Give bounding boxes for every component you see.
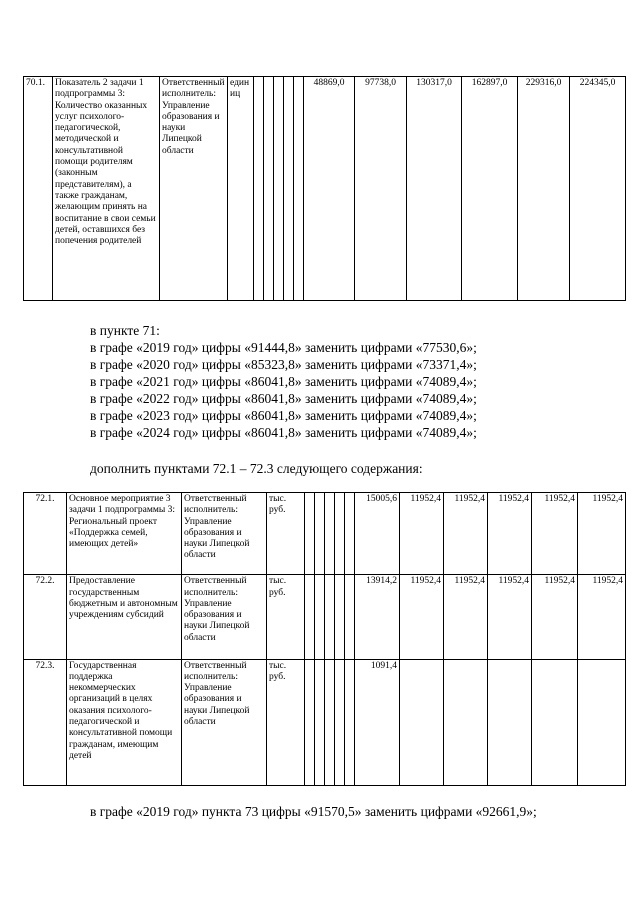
value-cell: 97738,0 (355, 77, 407, 301)
table-row (24, 77, 626, 301)
value-cell: 48869,0 (304, 77, 355, 301)
row-responsible: Ответственный исполнитель: Управление образования и науки Липецкой области (182, 493, 267, 575)
supplement-intro: дополнить пунктами 72.1 – 72.3 следующего содержания: (90, 461, 423, 476)
value-cell (532, 659, 578, 785)
measures-table (23, 492, 626, 786)
value-cell: 11952,4 (400, 493, 444, 575)
value-cell: 162897,0 (462, 77, 518, 301)
empty-cell (345, 575, 355, 659)
value-cell: 11952,4 (578, 493, 626, 575)
empty-cell (254, 77, 264, 301)
change-line: в графе «2020 год» цифры «85323,8» заменить цифрами «73371,4»; (90, 357, 477, 372)
value-cell: 13914,2 (355, 575, 400, 659)
empty-cell (264, 77, 274, 301)
value-cell: 229316,0 (518, 77, 570, 301)
row-responsible: Ответственный исполнитель: Управление образования и науки Липецкой области (182, 659, 267, 785)
value-cell: 11952,4 (532, 575, 578, 659)
empty-cell (315, 493, 325, 575)
row-name: Показатель 2 задачи 1 подпрограммы 3: Количество оказанных услуг психолого-педагогической, методической и консультативной помощи родителям (законным представителям), а также гражданам, желающим принять на воспитание в свои семьи детей, оставшихся без попечения родителей (53, 77, 160, 301)
change-line: в графе «2022 год» цифры «86041,8» заменить цифрами «74089,4»; (90, 391, 477, 406)
value-cell: 11952,4 (488, 575, 532, 659)
row-name: Основное мероприятие 3 задачи 1 подпрограммы 3: Региональный проект «Поддержка семей, имеющих детей» (67, 493, 182, 575)
row-number: 72.2. (24, 575, 67, 659)
change-line: в графе «2023 год» цифры «86041,8» заменить цифрами «74089,4»; (90, 408, 477, 423)
value-cell: 130317,0 (407, 77, 462, 301)
empty-cell (305, 659, 315, 785)
empty-cell (294, 77, 304, 301)
row-name: Государственная поддержка некоммерческих организаций в целях оказания психолого-педагогической и консультативной помощи гражданам, имеющим детей (67, 659, 182, 785)
row-responsible: Ответственный исполнитель: Управление образования и науки Липецкой области (160, 77, 228, 301)
table-row (24, 659, 626, 785)
value-cell (444, 659, 488, 785)
row-responsible: Ответственный исполнитель: Управление образования и науки Липецкой области (182, 575, 267, 659)
row-unit: единиц (228, 77, 254, 301)
item-73-change: в графе «2019 год» пункта 73 цифры «91570,5» заменить цифрами «92661,9»; (90, 804, 537, 819)
row-unit: тыс. руб. (267, 493, 305, 575)
value-cell (578, 659, 626, 785)
row-unit: тыс. руб. (267, 575, 305, 659)
table-row (24, 575, 626, 659)
value-cell: 11952,4 (444, 575, 488, 659)
value-cell (400, 659, 444, 785)
table-row (24, 493, 626, 575)
value-cell: 11952,4 (400, 575, 444, 659)
empty-cell (345, 493, 355, 575)
indicator-table (23, 76, 626, 301)
empty-cell (305, 575, 315, 659)
change-line: в графе «2019 год» цифры «91444,8» заменить цифрами «77530,6»; (90, 340, 477, 355)
change-line: в графе «2024 год» цифры «86041,8» заменить цифрами «74089,4»; (90, 425, 477, 440)
empty-cell (315, 575, 325, 659)
row-number: 72.1. (24, 493, 67, 575)
empty-cell (315, 659, 325, 785)
row-number: 72.3. (24, 659, 67, 785)
empty-cell (284, 77, 294, 301)
empty-cell (305, 493, 315, 575)
value-cell: 224345,0 (570, 77, 626, 301)
empty-cell (335, 493, 345, 575)
changes-intro: в пункте 71: (90, 323, 160, 338)
empty-cell (274, 77, 284, 301)
empty-cell (325, 575, 335, 659)
empty-cell (335, 659, 345, 785)
value-cell: 11952,4 (532, 493, 578, 575)
empty-cell (325, 659, 335, 785)
row-name: Предоставление государственным бюджетным и автономным учреждениям субсидий (67, 575, 182, 659)
value-cell: 11952,4 (578, 575, 626, 659)
change-line: в графе «2021 год» цифры «86041,8» заменить цифрами «74089,4»; (90, 374, 477, 389)
empty-cell (345, 659, 355, 785)
item-71-changes (90, 322, 477, 441)
empty-cell (325, 493, 335, 575)
value-cell: 11952,4 (444, 493, 488, 575)
value-cell: 15005,6 (355, 493, 400, 575)
value-cell: 1091,4 (355, 659, 400, 785)
row-unit: тыс. руб. (267, 659, 305, 785)
empty-cell (335, 575, 345, 659)
row-number: 70.1. (24, 77, 53, 301)
value-cell (488, 659, 532, 785)
value-cell: 11952,4 (488, 493, 532, 575)
